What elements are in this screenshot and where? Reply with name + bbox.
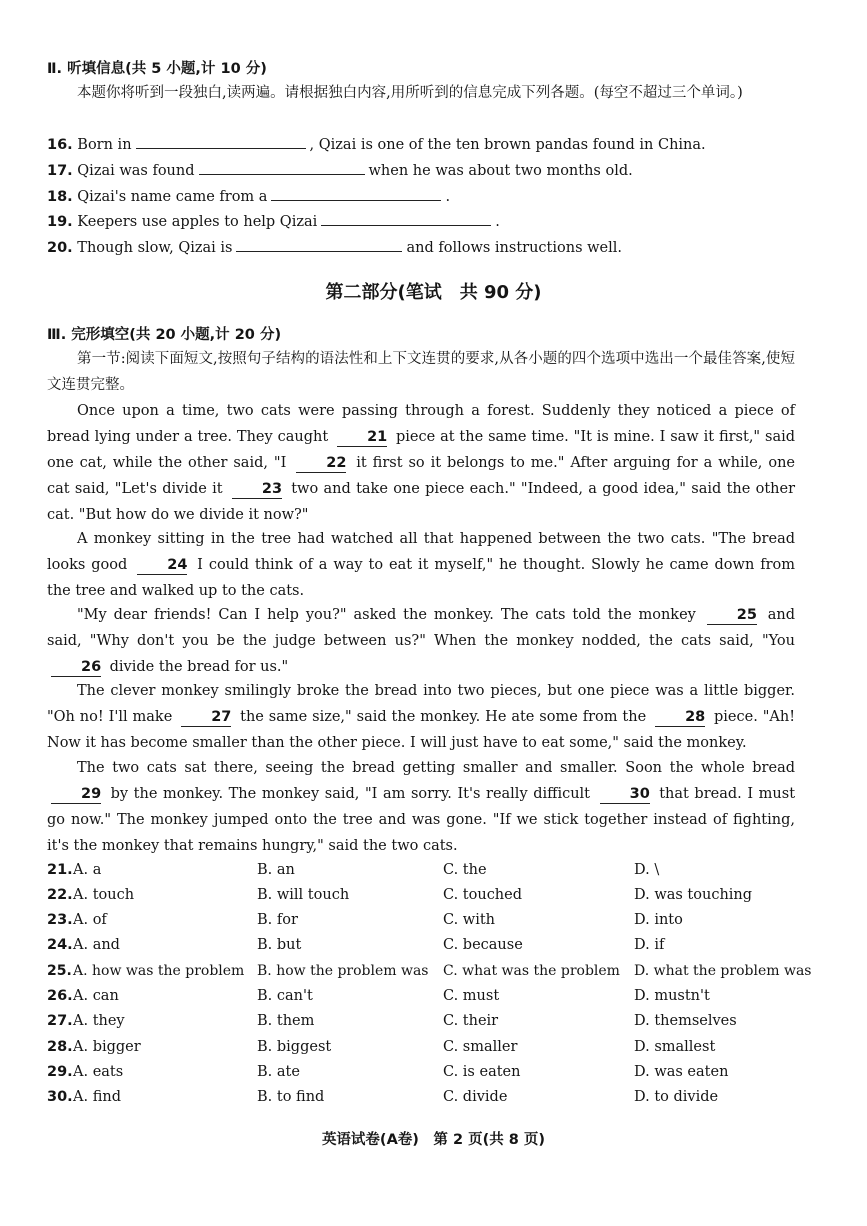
passage-text: The clever monkey smilingly broke the bread into two pieces, but one piece was a little bigger. "Oh no! I'll make <box>47 683 795 725</box>
question-17 <box>47 157 633 183</box>
cloze-instruction: 第一节:阅读下面短文,按照句子结构的语法性和上下文连贯的要求,从各小题的四个选项中选出一个最佳答案,使短文连贯完整。 <box>47 351 795 393</box>
question-19 <box>47 208 500 234</box>
option-row-26 <box>47 984 807 1009</box>
option-number: 27. <box>47 1013 73 1029</box>
option-row-24 <box>47 933 807 958</box>
listening-section-heading: Ⅱ. 听填信息(共 5 小题,计 10 分) <box>47 61 267 77</box>
option-b[interactable]: B. them <box>257 1013 315 1029</box>
question-number: 16. <box>47 137 73 153</box>
option-a[interactable]: A. find <box>73 1089 121 1105</box>
cloze-blank-26[interactable]: 26 <box>51 658 101 677</box>
option-c[interactable]: C. what was the problem <box>443 963 620 979</box>
option-b[interactable]: B. an <box>257 862 295 878</box>
cloze-blank-27[interactable]: 27 <box>181 708 231 727</box>
question-text-before: Qizai's name came from a <box>77 189 268 205</box>
option-b[interactable]: B. to find <box>257 1089 325 1105</box>
passage-text: that bread. I must go now." The monkey jumped onto the tree and was gone. "If we stick together instead of fighting, it's the monkey that remains hungry," said the two cats. <box>47 786 796 854</box>
option-number: 29. <box>47 1064 73 1080</box>
passage-text: it first so it belongs to me." After arguing for a while, one cat said, "Let's divide it <box>47 455 796 497</box>
question-20 <box>47 234 622 260</box>
option-b[interactable]: B. can't <box>257 988 313 1004</box>
passage-text: "My dear friends! Can I help you?" asked the monkey. The cats told the monkey <box>77 607 696 623</box>
option-row-27 <box>47 1009 807 1034</box>
cloze-paragraph-5 <box>47 755 795 859</box>
option-c[interactable]: C. the <box>443 862 487 878</box>
option-a[interactable]: A. can <box>73 988 119 1004</box>
option-row-21 <box>47 858 807 883</box>
option-row-28 <box>47 1035 807 1060</box>
option-a[interactable]: A. they <box>73 1013 125 1029</box>
option-d[interactable]: D. mustn't <box>634 988 710 1004</box>
question-text-before: Qizai was found <box>77 163 195 179</box>
answer-blank-17[interactable] <box>199 157 365 175</box>
question-16 <box>47 131 706 157</box>
option-c[interactable]: C. because <box>443 937 523 953</box>
cloze-blank-23[interactable]: 23 <box>232 480 282 499</box>
option-row-30 <box>47 1085 807 1110</box>
option-c[interactable]: C. divide <box>443 1089 508 1105</box>
passage-text: A monkey sitting in the tree had watched all that happened between the two cats. "The bread looks good <box>47 531 795 573</box>
passage-text: and said, "Why don't you be the judge between us?" When the monkey nodded, the cats said, "You <box>47 607 796 649</box>
passage-text: by the monkey. The monkey said, "I am sorry. It's really difficult <box>110 786 591 802</box>
cloze-paragraph-1 <box>47 398 795 528</box>
part-two-title: 第二部分(笔试 共 90 分) <box>325 282 542 303</box>
option-number: 30. <box>47 1089 73 1105</box>
option-a[interactable]: A. touch <box>73 887 135 903</box>
listening-instruction: 本题你将听到一段独白,读两遍。请根据独白内容,用所听到的信息完成下列各题。(每空不超过三个单词。) <box>77 85 743 101</box>
passage-text: two and take one piece each." "Indeed, a good idea," said the other cat. "But how do we divide it now?" <box>47 481 796 523</box>
answer-blank-18[interactable] <box>271 183 441 201</box>
option-b[interactable]: B. will touch <box>257 887 350 903</box>
question-text-before: Born in <box>77 137 132 153</box>
question-text-after: when he was about two months old. <box>368 163 633 179</box>
question-18 <box>47 183 450 209</box>
passage-text: divide the bread for us." <box>109 659 289 675</box>
option-row-25 <box>47 959 812 984</box>
option-c[interactable]: C. must <box>443 988 500 1004</box>
option-d[interactable]: D. to divide <box>634 1089 719 1105</box>
option-d[interactable]: D. themselves <box>634 1013 737 1029</box>
answer-blank-20[interactable] <box>236 234 402 252</box>
option-c[interactable]: C. their <box>443 1013 499 1029</box>
question-text-before: Though slow, Qizai is <box>77 240 233 256</box>
option-d[interactable]: D. into <box>634 912 683 928</box>
page-footer: 英语试卷(A卷) 第 2 页(共 8 页) <box>321 1132 546 1148</box>
option-b[interactable]: B. biggest <box>257 1039 332 1055</box>
option-c[interactable]: C. touched <box>443 887 523 903</box>
option-a[interactable]: A. eats <box>73 1064 124 1080</box>
cloze-paragraph-4 <box>47 678 795 756</box>
cloze-blank-29[interactable]: 29 <box>51 785 101 804</box>
option-a[interactable]: A. bigger <box>73 1039 141 1055</box>
option-d[interactable]: D. was eaten <box>634 1064 729 1080</box>
cloze-section-heading: Ⅲ. 完形填空(共 20 小题,计 20 分) <box>47 327 282 343</box>
option-d[interactable]: D. \ <box>634 862 660 878</box>
question-text-after: , Qizai is one of the ten brown pandas found in China. <box>309 137 706 153</box>
question-number: 20. <box>47 240 73 256</box>
option-number: 21. <box>47 862 73 878</box>
cloze-blank-21[interactable]: 21 <box>337 428 387 447</box>
question-number: 19. <box>47 214 73 230</box>
option-d[interactable]: D. if <box>634 937 665 953</box>
option-c[interactable]: C. with <box>443 912 496 928</box>
cloze-paragraph-3 <box>47 602 795 680</box>
option-b[interactable]: B. but <box>257 937 302 953</box>
option-a[interactable]: A. of <box>73 912 107 928</box>
passage-text: piece. "Ah! Now it has become smaller than the other piece. I will just have to eat some," said the monkey. <box>47 709 796 751</box>
cloze-blank-24[interactable]: 24 <box>137 556 187 575</box>
passage-text: Once upon a time, two cats were passing through a forest. Suddenly they noticed a piece of bread lying under a tree. They caught <box>47 403 795 445</box>
option-b[interactable]: B. ate <box>257 1064 300 1080</box>
answer-blank-19[interactable] <box>321 208 491 226</box>
cloze-blank-22[interactable]: 22 <box>296 454 346 473</box>
question-text-after: and follows instructions well. <box>406 240 623 256</box>
option-row-22 <box>47 883 807 908</box>
question-text-after: . <box>445 189 451 205</box>
cloze-blank-28[interactable]: 28 <box>655 708 705 727</box>
answer-blank-16[interactable] <box>136 131 306 149</box>
option-row-23 <box>47 908 807 933</box>
option-number: 24. <box>47 937 73 953</box>
question-number: 18. <box>47 189 73 205</box>
option-d[interactable]: D. what the problem was <box>634 963 812 979</box>
cloze-blank-25[interactable]: 25 <box>707 606 757 625</box>
passage-text: the same size," said the monkey. He ate some from the <box>240 709 647 725</box>
option-d[interactable]: D. was touching <box>634 887 753 903</box>
option-b[interactable]: B. how the problem was <box>257 963 429 979</box>
passage-text: The two cats sat there, seeing the bread getting smaller and smaller. Soon the whole bread <box>77 760 795 776</box>
option-number: 22. <box>47 887 73 903</box>
option-a[interactable]: A. and <box>73 937 120 953</box>
option-c[interactable]: C. is eaten <box>443 1064 521 1080</box>
cloze-paragraph-2 <box>47 526 795 604</box>
passage-text: piece at the same time. "It is mine. I saw it first," said one cat, while the other said, "I <box>47 429 796 471</box>
option-a[interactable]: A. how was the problem <box>73 963 245 979</box>
option-number: 23. <box>47 912 73 928</box>
question-number: 17. <box>47 163 73 179</box>
passage-text: I could think of a way to eat it myself," he thought. Slowly he came down from the tree and walked up to the cats. <box>47 557 796 599</box>
option-number: 26. <box>47 988 73 1004</box>
option-number: 25. <box>47 963 72 979</box>
option-number: 28. <box>47 1039 73 1055</box>
option-b[interactable]: B. for <box>257 912 298 928</box>
option-c[interactable]: C. smaller <box>443 1039 518 1055</box>
option-d[interactable]: D. smallest <box>634 1039 716 1055</box>
option-row-29 <box>47 1060 807 1085</box>
question-text-after: . <box>495 214 500 230</box>
cloze-blank-30[interactable]: 30 <box>600 785 650 804</box>
question-text-before: Keepers use apples to help Qizai <box>77 214 318 230</box>
option-a[interactable]: A. a <box>73 862 102 878</box>
